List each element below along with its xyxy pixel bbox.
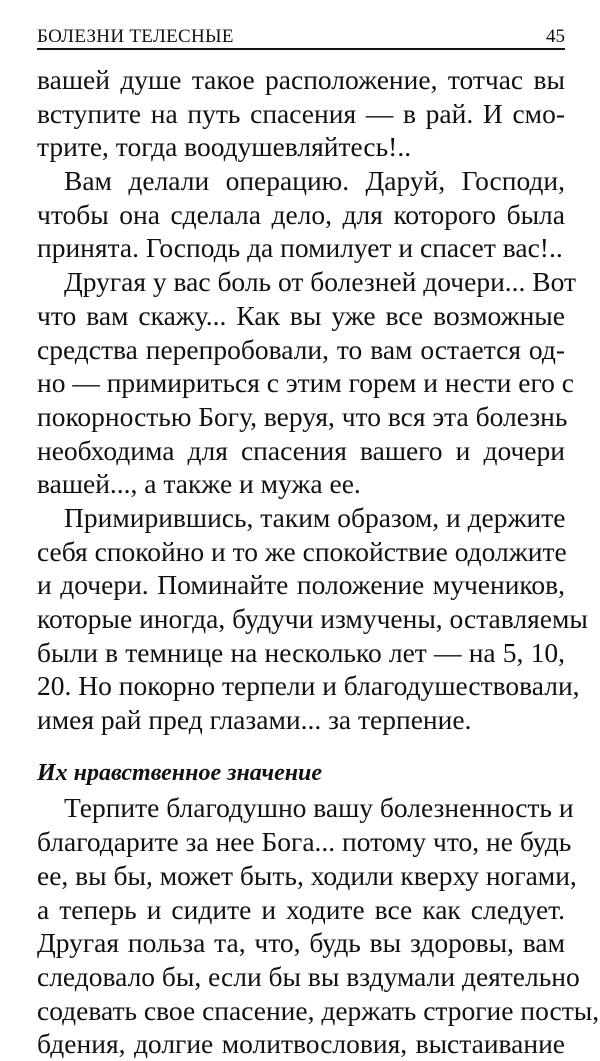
paragraph [37, 501, 588, 737]
text-line: принята. Господь да помилует и спасет вас!.. [37, 232, 563, 264]
page-number: 45 [546, 26, 565, 47]
text-line: ее, вы бы, может быть, ходили кверху ногами, [37, 859, 577, 891]
paragraph [37, 164, 565, 265]
text-line: покорностью Богу, веруя, что вся эта болезнь [37, 400, 568, 432]
text-line: трите, тогда воодушевляйтесь!.. [37, 131, 412, 163]
body-text [37, 63, 600, 1061]
text-line: и дочери. Поминайте положение мучеников, [37, 569, 565, 601]
text-line: но — примириться с этим горем и нести его с [37, 367, 574, 399]
running-head-title: БОЛЕЗНИ ТЕЛЕСНЫЕ [37, 26, 234, 47]
paragraph [37, 63, 565, 164]
text-line: Вам делали операцию. Даруй, Господи, [64, 165, 565, 197]
paragraph [37, 265, 577, 501]
text-line: благодарите за нее Бога... потому что, не будь [37, 826, 572, 858]
text-line: которые иногда, будучи измучены, оставляемы [37, 603, 588, 634]
text-line: а теперь и сидите и ходите все как следует. [37, 893, 565, 925]
section-heading: Их нравственное значение [37, 759, 323, 786]
text-line: что вам скажу... Как вы уже все возможные [37, 299, 565, 331]
text-line: Примирившись, таким образом, и держите [64, 501, 566, 533]
text-line: бдения, долгие молитвословия, выстаивание [37, 1028, 565, 1060]
text-line: себя спокойно и то же спокойствие одолжите [37, 535, 567, 567]
text-line: вашей душе такое расположение, тотчас вы [37, 64, 565, 95]
text-line: Другая польза та, что, будь вы здоровы, вам [37, 927, 565, 959]
text-line: Терпите благодушно вашу болезненность и [64, 792, 574, 824]
text-line: средства перепробовали, то вам остается од- [37, 333, 565, 365]
text-line: вступите на путь спасения — в рай. И смо- [37, 97, 565, 129]
text-line: были в темнице на несколько лет — на 5, 10, [37, 636, 565, 668]
running-head [37, 26, 565, 50]
paragraph [37, 791, 600, 1061]
text-line: чтобы она сделала дело, для которого была [37, 198, 565, 230]
text-line: Другая у вас боль от болезней дочери... Вот [64, 266, 577, 298]
text-line: имея рай пред глазами... за терпение. [37, 704, 472, 736]
text-line: необходима для спасения вашего и дочери [37, 434, 565, 466]
text-line: следовало бы, если бы вы вздумали деятельно [37, 960, 580, 992]
text-line: 20. Но покорно терпели и благодушествовали, [37, 670, 580, 702]
text-line: содевать свое спасение, держать строгие посты, [37, 994, 600, 1026]
text-line: вашей..., а также и мужа ее. [37, 468, 361, 500]
